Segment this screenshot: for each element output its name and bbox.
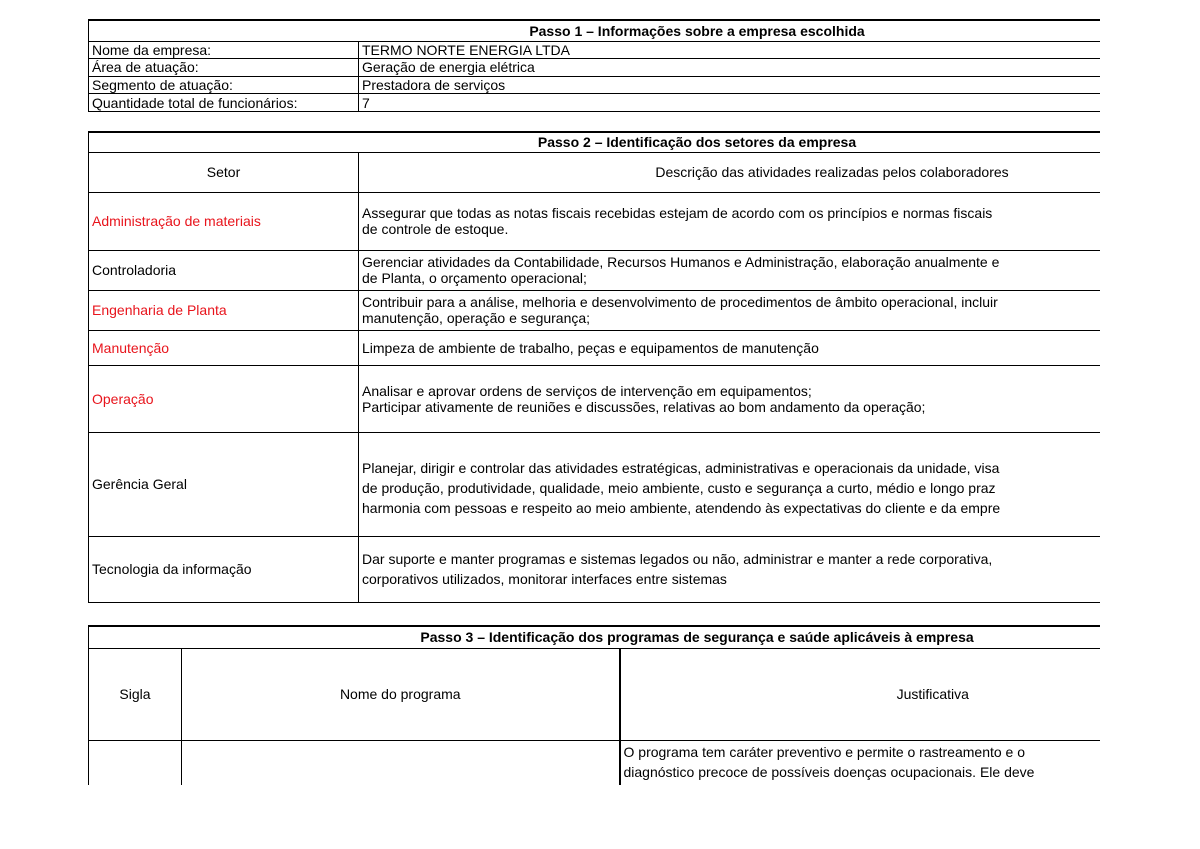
passo3-table bbox=[88, 625, 1100, 785]
desc-line: Limpeza de ambiente de trabalho, peças e equipamentos de manutenção bbox=[362, 339, 819, 356]
desc-administracao-materiais bbox=[359, 192, 1101, 250]
desc-operacao bbox=[359, 365, 1101, 432]
setor-gerencia-geral: Gerência Geral bbox=[89, 432, 359, 536]
col-header-justificativa: Justificativa bbox=[620, 648, 1101, 740]
label-area-atuacao: Área de atuação: bbox=[89, 59, 359, 77]
passo3-section bbox=[88, 625, 1100, 785]
desc-line: Assegurar que todas as notas fiscais recebidas estejam de acordo com os princípios e normas fiscais bbox=[362, 205, 993, 221]
label-quantidade-funcionarios: Quantidade total de funcionários: bbox=[89, 94, 359, 112]
sigla-cell bbox=[89, 740, 182, 785]
desc-line: Dar suporte e manter programas e sistemas legados ou não, administrar e manter a rede corporativa, bbox=[362, 551, 993, 567]
col-header-sigla: Sigla bbox=[89, 648, 182, 740]
nome-programa-cell bbox=[182, 740, 620, 785]
desc-line: corporativos utilizados, monitorar interfaces entre sistemas bbox=[362, 571, 727, 587]
setor-engenharia-planta: Engenharia de Planta bbox=[89, 290, 359, 330]
passo2-title: Passo 2 – Identificação dos setores da empresa bbox=[89, 132, 1101, 152]
desc-tecnologia-informacao bbox=[359, 536, 1101, 602]
value-area-atuacao: Geração de energia elétrica bbox=[359, 59, 1101, 77]
label-segmento-atuacao: Segmento de atuação: bbox=[89, 76, 359, 94]
setor-manutencao: Manutenção bbox=[89, 330, 359, 365]
desc-controladoria bbox=[359, 250, 1101, 290]
desc-line: Planejar, dirigir e controlar das atividades estratégicas, administrativas e operacionais da unidade, visa bbox=[362, 460, 1000, 476]
setor-controladoria: Controladoria bbox=[89, 250, 359, 290]
passo2-section bbox=[88, 131, 1100, 607]
desc-line: Contribuir para a análise, melhoria e desenvolvimento de procedimentos de âmbito operacional, incluir bbox=[362, 294, 998, 310]
value-nome-empresa: TERMO NORTE ENERGIA LTDA bbox=[359, 41, 1101, 59]
value-quantidade-funcionarios: 7 bbox=[359, 94, 1101, 112]
desc-gerencia-geral bbox=[359, 432, 1101, 536]
justificativa-cell bbox=[620, 740, 1101, 785]
desc-line: de produção, produtividade, qualidade, meio ambiente, custo e segurança a curto, médio e longo praz bbox=[362, 480, 996, 496]
desc-line: Analisar e aprovar ordens de serviços de intervenção em equipamentos; bbox=[362, 382, 812, 399]
setor-tecnologia-informacao: Tecnologia da informação bbox=[89, 536, 359, 602]
justificativa-line: diagnóstico precoce de possíveis doenças ocupacionais. Ele deve bbox=[623, 763, 1035, 780]
passo2-table bbox=[88, 131, 1100, 603]
setor-operacao: Operação bbox=[89, 365, 359, 432]
desc-line: harmonia com pessoas e respeito ao meio ambiente, atendendo às expectativas do cliente e da empre bbox=[362, 500, 1001, 516]
value-segmento-atuacao: Prestadora de serviços bbox=[359, 76, 1101, 94]
desc-line: Gerenciar atividades da Contabilidade, Recursos Humanos e Administração, elaboração anualmente e bbox=[362, 254, 1000, 270]
desc-manutencao bbox=[359, 330, 1101, 365]
desc-line: Participar ativamente de reuniões e discussões, relativas ao bom andamento da operação; bbox=[362, 398, 926, 415]
passo1-section bbox=[88, 19, 1100, 123]
passo1-title: Passo 1 – Informações sobre a empresa escolhida bbox=[89, 20, 1101, 41]
col-header-descricao: Descrição das atividades realizadas pelos colaboradores bbox=[359, 152, 1101, 192]
col-header-nome-programa: Nome do programa bbox=[182, 648, 620, 740]
passo1-table bbox=[88, 19, 1100, 112]
desc-line: de Planta, o orçamento operacional; bbox=[362, 270, 587, 286]
desc-line: de controle de estoque. bbox=[362, 221, 509, 237]
passo3-title: Passo 3 – Identificação dos programas de segurança e saúde aplicáveis à empresa bbox=[89, 626, 1101, 648]
setor-administracao-materiais: Administração de materiais bbox=[89, 192, 359, 250]
desc-engenharia-planta bbox=[359, 290, 1101, 330]
justificativa-line: O programa tem caráter preventivo e permite o rastreamento e o bbox=[623, 743, 1026, 760]
col-header-setor: Setor bbox=[89, 152, 359, 192]
desc-line: manutenção, operação e segurança; bbox=[362, 310, 591, 326]
label-nome-empresa: Nome da empresa: bbox=[89, 41, 359, 59]
